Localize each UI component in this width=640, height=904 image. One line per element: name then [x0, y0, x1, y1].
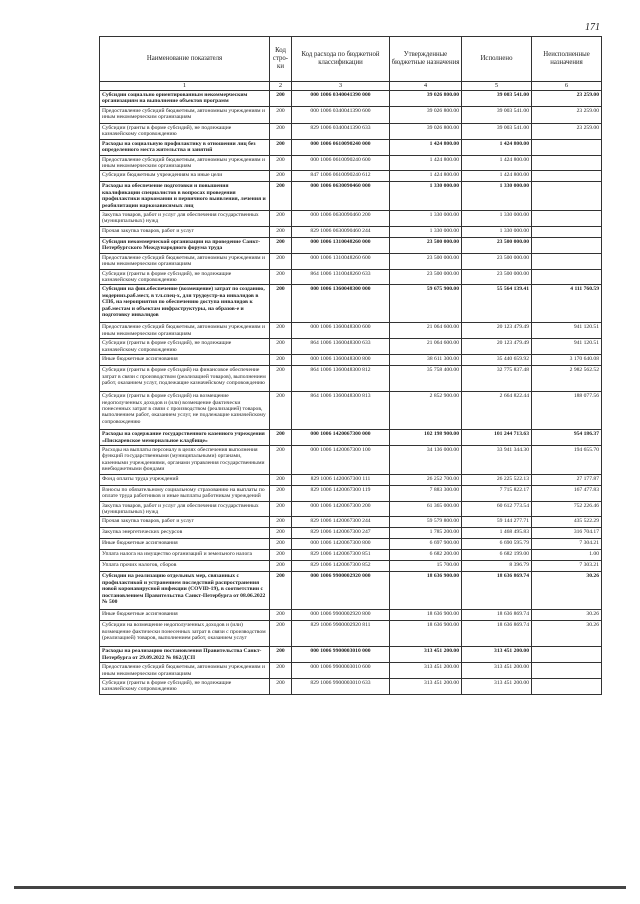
row-code: 200	[270, 610, 292, 621]
row-approved: 39 026 800.00	[390, 123, 462, 139]
page-number: 171	[585, 22, 600, 33]
column-number: 6	[532, 82, 602, 91]
row-name: Субсидии бюджетным учреждениям на иные цели	[100, 171, 270, 182]
row-executed: 18 636 869.74	[462, 610, 532, 621]
row-executed: 313 451 200.00	[462, 679, 532, 695]
row-approved: 35 758 400.00	[390, 366, 462, 392]
row-approved: 18 636 900.00	[390, 610, 462, 621]
row-code: 200	[270, 621, 292, 647]
table-row	[100, 621, 602, 647]
row-name: Субсидии на возмещение недополученных доходов и (или) возмещение фактически понесенных затрат в связи с производством (реализацией) товаров, выполнением работ, оказанием услуг	[100, 621, 270, 647]
row-classification: 829 1006 0340041390 633	[292, 123, 390, 139]
row-name: Предоставление субсидий бюджетным, автономным учреждениям и иным некоммерческим организациям	[100, 155, 270, 171]
row-unexecuted: 167 477.83	[532, 485, 602, 501]
row-classification: 000 1006 1360048300 600	[292, 323, 390, 339]
row-classification: 000 1006 9900003010 000	[292, 647, 390, 663]
row-executed: 18 636 869.74	[462, 621, 532, 647]
row-executed: 60 612 773.54	[462, 501, 532, 517]
row-unexecuted: 435 522.29	[532, 517, 602, 528]
row-unexecuted: 23 259.00	[532, 123, 602, 139]
table-row	[100, 211, 602, 227]
row-classification: 000 1006 1310048260 600	[292, 253, 390, 269]
row-classification: 847 1006 0610090240 612	[292, 171, 390, 182]
row-approved: 1 330 000.00	[390, 211, 462, 227]
row-executed: 59 144 277.71	[462, 517, 532, 528]
row-name: Уплата прочих налогов, сборов	[100, 561, 270, 572]
row-name: Прочая закупка товаров, работ и услуг	[100, 226, 270, 237]
budget-execution-table	[99, 36, 602, 695]
row-code: 200	[270, 550, 292, 561]
row-executed: 1 468 495.83	[462, 528, 532, 539]
row-code: 200	[270, 572, 292, 610]
row-code: 200	[270, 501, 292, 517]
row-unexecuted: 23 259.00	[532, 106, 602, 123]
row-unexecuted: 316 704.17	[532, 528, 602, 539]
row-unexecuted: 27 177.87	[532, 474, 602, 485]
row-name: Закупка товаров, работ и услуг для обеспечения государственных (муниципальных) нужд	[100, 501, 270, 517]
row-classification: 829 1006 1420067300 852	[292, 561, 390, 572]
row-classification: 829 1006 1420067300 851	[292, 550, 390, 561]
row-classification: 829 1006 1420067300 247	[292, 528, 390, 539]
row-unexecuted: 188 077.56	[532, 392, 602, 430]
row-classification: 864 1006 1360048300 633	[292, 339, 390, 355]
row-name: Расходы на обеспечение подготовки и повышения квалификации специалистов в вопросах проведения профилактики наркомании и первичного выявления, лечения и реабилитации наркозависимых лиц	[100, 182, 270, 211]
row-executed: 32 775 837.48	[462, 366, 532, 392]
row-classification: 000 1006 0340041390 000	[292, 91, 390, 107]
row-code: 200	[270, 561, 292, 572]
row-classification: 000 1006 9900002920 800	[292, 610, 390, 621]
row-classification: 000 1006 0340041390 600	[292, 106, 390, 123]
row-unexecuted: 941 120.51	[532, 339, 602, 355]
table-row	[100, 528, 602, 539]
row-approved: 1 330 000.00	[390, 182, 462, 211]
row-approved: 15 700.00	[390, 561, 462, 572]
row-code: 200	[270, 445, 292, 474]
row-unexecuted	[532, 155, 602, 171]
row-name: Закупка товаров, работ и услуг для обеспечения государственных (муниципальных) нужд	[100, 211, 270, 227]
row-name: Расходы на реализацию постановления Правительства Санкт-Петербурга от 29.09.2022 № 862/ДСП	[100, 647, 270, 663]
row-classification: 000 1006 1360048300 800	[292, 355, 390, 366]
row-name: Субсидии на фин.обеспечение (возмещение) затрат по созданию, модерниз.раб.мест, в т.ч.спец-х, для трудоустр-ва инвалидов в СПб, на мероприятия по обеспечению доступа инвалидов к раб.местам и объектам инфраструктуры, на образов-е и подготовку инвалидов	[100, 285, 270, 323]
row-code: 200	[270, 647, 292, 663]
row-executed: 33 941 344.30	[462, 445, 532, 474]
header-name: Наименование показателя	[100, 37, 270, 82]
table-row	[100, 474, 602, 485]
table-row	[100, 123, 602, 139]
row-name: Субсидии (гранты в форме субсидий), не подлежащие казначейскому сопровождению	[100, 679, 270, 695]
row-name: Прочая закупка товаров, работ и услуг	[100, 517, 270, 528]
table-row	[100, 572, 602, 610]
row-classification: 864 1006 1310048260 633	[292, 269, 390, 285]
row-classification: 000 1006 0610090240 000	[292, 139, 390, 155]
row-code: 200	[270, 123, 292, 139]
table-row	[100, 517, 602, 528]
row-approved: 23 500 000.00	[390, 237, 462, 253]
row-unexecuted: 30.26	[532, 572, 602, 610]
row-name: Субсидии на реализацию отдельных мер, связанных с профилактикой и устранением последствий распространения новой коронавирусной инфекции (COVID-19), в соответствии с постановлением Правительства Санкт-Петербурга от 08.06.2022 № 500	[100, 572, 270, 610]
row-unexecuted	[532, 226, 602, 237]
row-executed: 23 500 000.00	[462, 269, 532, 285]
row-name: Расходы на выплаты персоналу в целях обеспечения выполнения функций государственными (муниципальными) органами, казенными учреждениями, органами управления государственными внебюджетными фондами	[100, 445, 270, 474]
row-name: Фонд оплаты труда учреждений	[100, 474, 270, 485]
page-bottom-rule	[14, 886, 626, 889]
row-approved: 18 636 900.00	[390, 621, 462, 647]
row-name: Субсидии (гранты в форме субсидий) на возмещение недополученных доходов и (или) возмещение фактически понесенных затрат в связи с производством (реализацией) товаров, выполнением работ, оказанием услуг, не подлежащие казначейскому сопровождению	[100, 392, 270, 430]
row-approved: 1 424 800.00	[390, 139, 462, 155]
table-row	[100, 561, 602, 572]
row-approved: 102 198 900.00	[390, 430, 462, 446]
row-classification: 864 1006 1360048300 813	[292, 392, 390, 430]
row-approved: 1 424 800.00	[390, 171, 462, 182]
row-executed: 6 690 595.79	[462, 539, 532, 550]
column-number-row	[100, 82, 602, 91]
row-approved: 26 252 700.00	[390, 474, 462, 485]
column-number: 3	[292, 82, 390, 91]
row-executed: 55 564 139.41	[462, 285, 532, 323]
row-classification: 000 1006 9900003010 600	[292, 663, 390, 679]
table-row	[100, 550, 602, 561]
row-code: 200	[270, 91, 292, 107]
row-unexecuted: 2 982 562.52	[532, 366, 602, 392]
header-executed: Исполнено	[462, 37, 532, 82]
row-unexecuted: 941 120.51	[532, 323, 602, 339]
table-row	[100, 226, 602, 237]
table-row	[100, 285, 602, 323]
row-name: Субсидия некоммерческой организации на проведение Санкт-Петербургского Международного форума труда	[100, 237, 270, 253]
row-executed: 101 244 713.63	[462, 430, 532, 446]
row-code: 200	[270, 226, 292, 237]
row-approved: 1 785 200.00	[390, 528, 462, 539]
row-unexecuted: 7 304.21	[532, 539, 602, 550]
row-classification: 829 1006 9900003010 633	[292, 679, 390, 695]
row-code: 200	[270, 285, 292, 323]
row-approved: 2 852 900.00	[390, 392, 462, 430]
table-row	[100, 610, 602, 621]
table-row	[100, 366, 602, 392]
row-code: 200	[270, 430, 292, 446]
row-approved: 61 365 000.00	[390, 501, 462, 517]
row-code: 200	[270, 485, 292, 501]
row-unexecuted: 4 111 760.59	[532, 285, 602, 323]
row-executed: 39 003 541.00	[462, 106, 532, 123]
row-classification: 000 1006 9900002920 000	[292, 572, 390, 610]
row-approved: 23 500 000.00	[390, 269, 462, 285]
row-name: Иные бюджетные ассигнования	[100, 539, 270, 550]
table-row	[100, 501, 602, 517]
row-name: Субсидии (гранты в форме субсидий), не подлежащие казначейскому сопровождению	[100, 123, 270, 139]
header-code: Код стро-ки	[270, 37, 292, 82]
row-code: 200	[270, 155, 292, 171]
row-classification: 000 1006 1420067300 000	[292, 430, 390, 446]
column-number: 5	[462, 82, 532, 91]
row-approved: 34 136 000.00	[390, 445, 462, 474]
row-approved: 6 682 200.00	[390, 550, 462, 561]
table-row	[100, 139, 602, 155]
row-unexecuted: 1.00	[532, 550, 602, 561]
table-row	[100, 106, 602, 123]
row-approved: 313 451 200.00	[390, 663, 462, 679]
row-classification: 000 1006 1420067300 800	[292, 539, 390, 550]
row-executed: 1 424 800.00	[462, 139, 532, 155]
row-approved: 39 026 800.00	[390, 106, 462, 123]
row-name: Субсидии социально ориентированным некоммерческим организациям на выполнение объектов программ	[100, 91, 270, 107]
row-approved: 23 500 000.00	[390, 253, 462, 269]
row-classification: 000 1006 1360048300 000	[292, 285, 390, 323]
row-classification: 000 1006 1310048260 000	[292, 237, 390, 253]
row-executed: 39 003 541.00	[462, 91, 532, 107]
row-code: 200	[270, 339, 292, 355]
row-unexecuted	[532, 253, 602, 269]
row-code: 200	[270, 269, 292, 285]
table-row	[100, 237, 602, 253]
table-row	[100, 155, 602, 171]
row-approved: 38 611 300.00	[390, 355, 462, 366]
row-approved: 1 424 800.00	[390, 155, 462, 171]
row-unexecuted: 752 226.46	[532, 501, 602, 517]
row-classification: 000 1006 0610090240 600	[292, 155, 390, 171]
row-executed: 20 123 479.49	[462, 323, 532, 339]
row-name: Предоставление субсидий бюджетным, автономным учреждениям и иным некоммерческим организациям	[100, 106, 270, 123]
row-name: Предоставление субсидий бюджетным, автономным учреждениям и иным некоммерческим организациям	[100, 253, 270, 269]
row-executed: 1 424 800.00	[462, 171, 532, 182]
row-name: Предоставление субсидий бюджетным, автономным учреждениям и иным некоммерческим организациям	[100, 663, 270, 679]
column-number: 2	[270, 82, 292, 91]
row-code: 200	[270, 528, 292, 539]
row-approved: 59 675 900.00	[390, 285, 462, 323]
row-unexecuted: 194 655.70	[532, 445, 602, 474]
row-executed: 1 424 800.00	[462, 155, 532, 171]
table-row	[100, 182, 602, 211]
row-unexecuted	[532, 269, 602, 285]
row-name: Субсидии (гранты в форме субсидий) на финансовое обеспечение затрат в связи с производством (реализацией товаров), выполнением работ, оказанием услуг, подлежащие казначейскому сопровождению	[100, 366, 270, 392]
row-approved: 313 451 200.00	[390, 679, 462, 695]
row-unexecuted: 7 303.21	[532, 561, 602, 572]
row-approved: 39 026 800.00	[390, 91, 462, 107]
row-approved: 6 697 900.00	[390, 539, 462, 550]
row-code: 200	[270, 253, 292, 269]
row-code: 200	[270, 171, 292, 182]
row-executed: 23 500 000.00	[462, 237, 532, 253]
row-approved: 21 064 600.00	[390, 339, 462, 355]
row-executed: 23 500 000.00	[462, 253, 532, 269]
row-executed: 2 664 822.44	[462, 392, 532, 430]
row-executed: 7 715 822.17	[462, 485, 532, 501]
row-classification: 000 1006 1420067300 200	[292, 501, 390, 517]
row-approved: 59 579 800.00	[390, 517, 462, 528]
row-code: 200	[270, 355, 292, 366]
table-row	[100, 485, 602, 501]
row-name: Субсидии (гранты в форме субсидий), не подлежащие казначейскому сопровождению	[100, 269, 270, 285]
row-executed: 313 451 200.00	[462, 647, 532, 663]
row-name: Расходы на содержание государственного казенного учреждения «Пискаревское мемориальное кладбище»	[100, 430, 270, 446]
row-executed: 1 330 000.00	[462, 226, 532, 237]
row-code: 200	[270, 323, 292, 339]
row-name: Закупка энергетических ресурсов	[100, 528, 270, 539]
row-unexecuted	[532, 679, 602, 695]
row-name: Взносы по обязательному социальному страхованию на выплаты по оплате труда работников и иные выплаты работникам учреждений	[100, 485, 270, 501]
row-unexecuted	[532, 211, 602, 227]
row-executed: 313 451 200.00	[462, 663, 532, 679]
table-row	[100, 539, 602, 550]
row-name: Предоставление субсидий бюджетным, автономным учреждениям и иным некоммерческим организациям	[100, 323, 270, 339]
table-row	[100, 171, 602, 182]
row-executed: 35 440 659.92	[462, 355, 532, 366]
row-code: 200	[270, 211, 292, 227]
row-classification: 000 1006 1420067300 100	[292, 445, 390, 474]
row-code: 200	[270, 392, 292, 430]
table-row	[100, 663, 602, 679]
table-row	[100, 339, 602, 355]
row-unexecuted	[532, 171, 602, 182]
row-code: 200	[270, 237, 292, 253]
header-unexecuted: Неисполненные назначения	[532, 37, 602, 82]
table-row	[100, 269, 602, 285]
row-classification: 864 1006 1360048300 812	[292, 366, 390, 392]
table-row	[100, 323, 602, 339]
table-row	[100, 355, 602, 366]
header-approved: Утвержденные бюджетные назначения	[390, 37, 462, 82]
row-unexecuted: 23 259.00	[532, 91, 602, 107]
row-executed: 6 682 199.00	[462, 550, 532, 561]
row-classification: 829 1006 9900002920 811	[292, 621, 390, 647]
row-classification: 829 1006 1420067300 111	[292, 474, 390, 485]
row-unexecuted: 30.26	[532, 621, 602, 647]
table-row	[100, 647, 602, 663]
row-approved: 7 883 300.00	[390, 485, 462, 501]
row-classification: 829 1006 1420067300 244	[292, 517, 390, 528]
row-approved: 1 330 000.00	[390, 226, 462, 237]
row-executed: 18 636 869.74	[462, 572, 532, 610]
row-code: 200	[270, 106, 292, 123]
row-unexecuted: 3 170 640.08	[532, 355, 602, 366]
header-classification: Код расхода по бюджетной классификации	[292, 37, 390, 82]
row-name: Иные бюджетные ассигнования	[100, 355, 270, 366]
row-classification: 000 1006 0630090460 000	[292, 182, 390, 211]
table-row	[100, 392, 602, 430]
table-row	[100, 679, 602, 695]
row-name: Субсидии (гранты в форме субсидий), не подлежащие казначейскому сопровождению	[100, 339, 270, 355]
row-executed: 1 330 000.00	[462, 211, 532, 227]
table-row	[100, 91, 602, 107]
header-row	[100, 37, 602, 82]
row-name: Иные бюджетные ассигнования	[100, 610, 270, 621]
row-executed: 8 396.79	[462, 561, 532, 572]
row-unexecuted	[532, 139, 602, 155]
row-unexecuted	[532, 663, 602, 679]
row-code: 200	[270, 539, 292, 550]
row-executed: 39 003 541.00	[462, 123, 532, 139]
row-unexecuted: 954 186.37	[532, 430, 602, 446]
row-classification: 000 1006 0630090460 200	[292, 211, 390, 227]
row-approved: 21 064 600.00	[390, 323, 462, 339]
row-code: 200	[270, 663, 292, 679]
table-body	[100, 91, 602, 695]
row-name: Расходы на социальную профилактику в отношении лиц без определенного места жительства и занятий	[100, 139, 270, 155]
row-classification: 829 1006 0630090460 244	[292, 226, 390, 237]
row-unexecuted: 30.26	[532, 610, 602, 621]
row-unexecuted	[532, 647, 602, 663]
column-number: 4	[390, 82, 462, 91]
row-classification: 829 1006 1420067300 119	[292, 485, 390, 501]
table-row	[100, 430, 602, 446]
row-executed: 26 225 522.13	[462, 474, 532, 485]
row-code: 200	[270, 182, 292, 211]
row-code: 200	[270, 474, 292, 485]
row-executed: 20 123 479.49	[462, 339, 532, 355]
table-row	[100, 253, 602, 269]
row-code: 200	[270, 139, 292, 155]
row-executed: 1 330 000.00	[462, 182, 532, 211]
row-approved: 18 636 900.00	[390, 572, 462, 610]
table-row	[100, 445, 602, 474]
column-number: 1	[100, 82, 270, 91]
row-name: Уплата налога на имущество организаций и земельного налога	[100, 550, 270, 561]
row-code: 200	[270, 366, 292, 392]
row-code: 200	[270, 679, 292, 695]
row-unexecuted	[532, 237, 602, 253]
row-approved: 313 451 200.00	[390, 647, 462, 663]
row-unexecuted	[532, 182, 602, 211]
row-code: 200	[270, 517, 292, 528]
